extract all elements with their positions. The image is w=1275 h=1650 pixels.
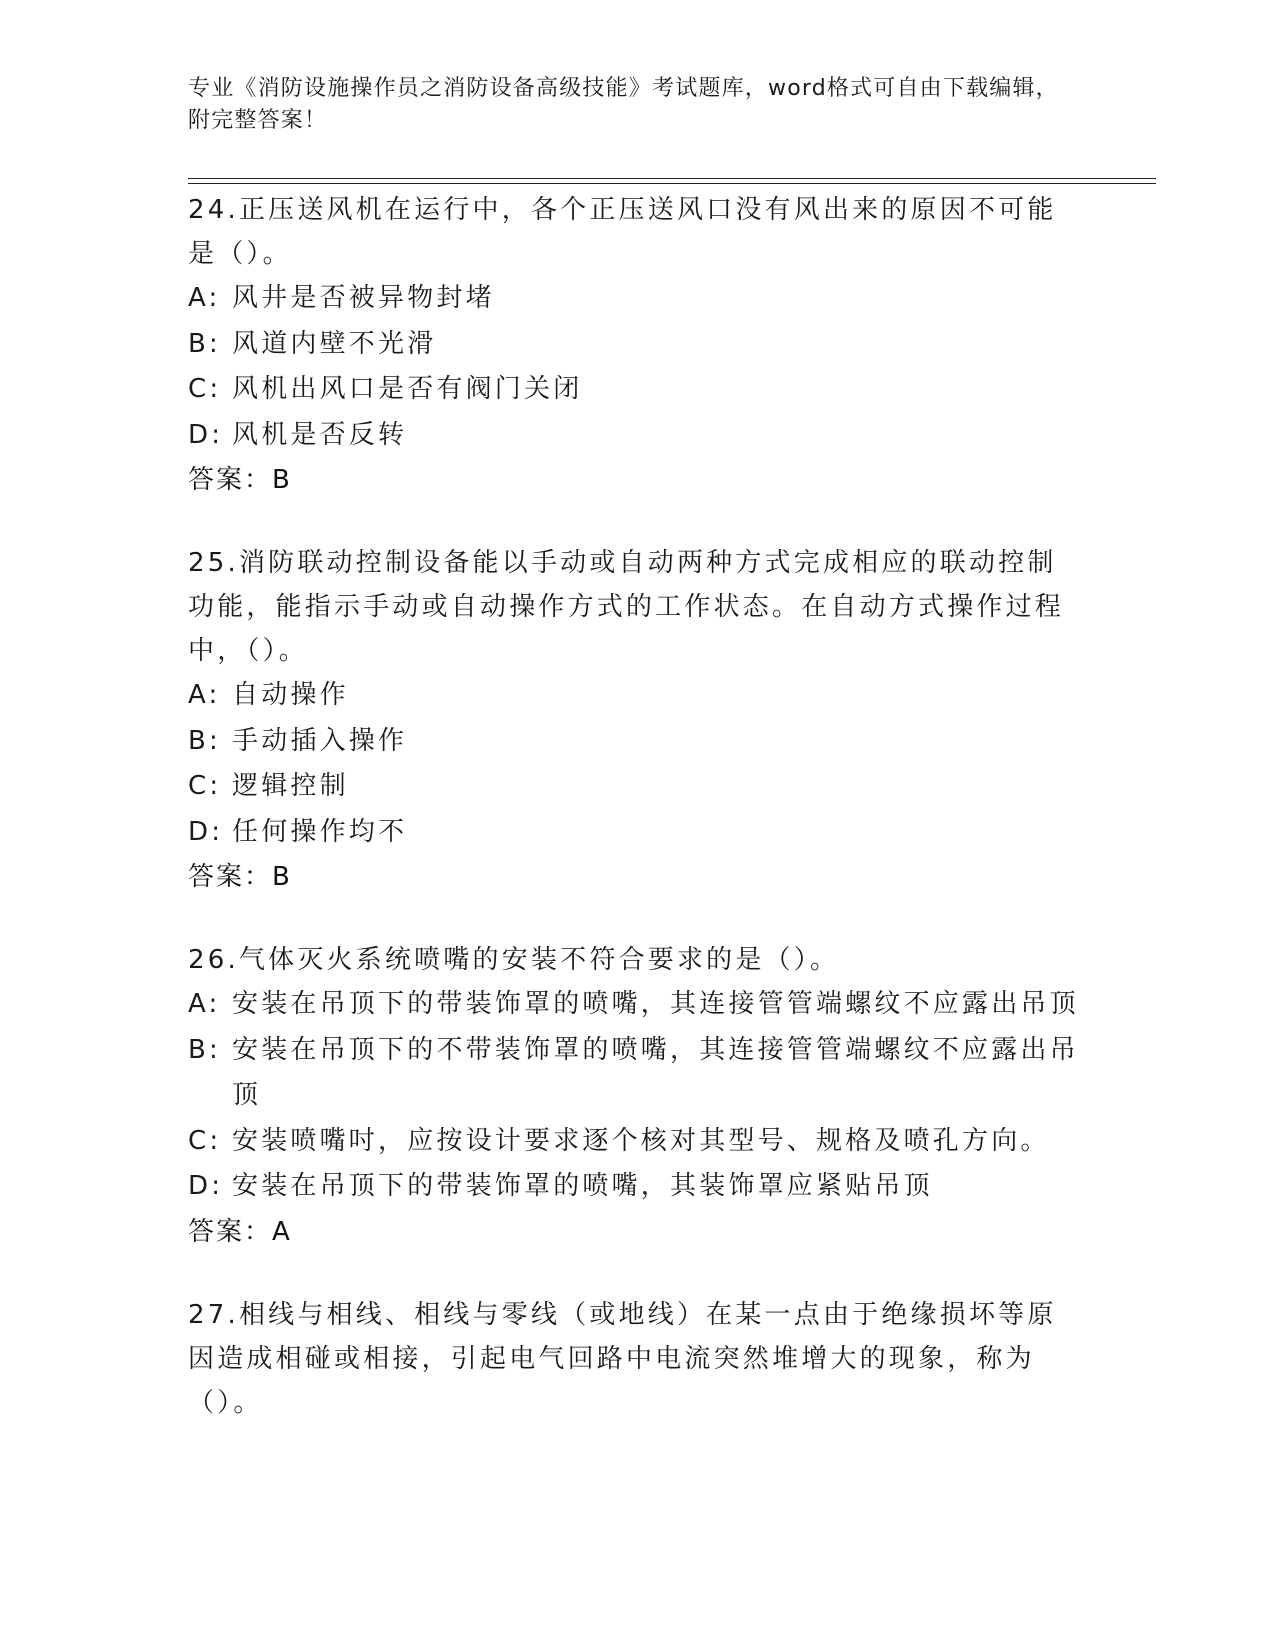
question-list xyxy=(188,188,1083,1463)
option-text: 安装喷嘴吋，应按设计要求逐个核对其型号、规格及喷孔方向。 xyxy=(232,1125,1050,1156)
answer-label: 答案： xyxy=(188,465,273,495)
option-text: 风机是否反转 xyxy=(232,419,408,450)
answer-line xyxy=(188,855,1083,900)
option-d xyxy=(188,810,1083,856)
header-text: 专业《消防设施操作员之消防设备高级技能》考试题库，word格式可自由下载编辑，附完整答案！ xyxy=(188,76,1059,133)
option-letter: D: xyxy=(188,419,224,450)
option-letter: B: xyxy=(188,725,221,756)
option-letter: A: xyxy=(188,989,221,1019)
option-text: 风机出风口是否有阀门关闭 xyxy=(232,374,583,404)
question-25 xyxy=(188,541,1083,900)
question-stem: 26.气体灭火系统喷嘴的安装不符合要求的是（）。 xyxy=(188,945,840,975)
option-b xyxy=(188,1028,1083,1119)
option-letter: A: xyxy=(188,283,221,313)
question-27 xyxy=(188,1293,1083,1425)
option-d xyxy=(188,413,1083,459)
option-letter: D: xyxy=(188,1171,224,1201)
answer-label: 答案： xyxy=(188,862,273,892)
option-letter: A: xyxy=(188,680,221,710)
option-c xyxy=(188,764,1083,810)
question-stem: 27.相线与相线、相线与零线（或地线）在某一点由于绝缘损坏等原因造成相碰或相接，引起电气回路中电流突然堆增大的现象，称为（）。 xyxy=(188,1299,1057,1418)
answer-value: B xyxy=(272,465,291,495)
option-a xyxy=(188,276,1083,322)
question-26 xyxy=(188,938,1083,1255)
option-text: 安装在吊顶下的带装饰罩的喷嘴，其装饰罩应紧贴吊顶 xyxy=(232,1171,933,1201)
option-c xyxy=(188,367,1083,413)
option-text: 手动插入操作 xyxy=(232,725,408,756)
option-text: 安装在吊顶下的不带装饰罩的喷嘴，其连接管管端螺纹不应露出吊顶 xyxy=(232,1034,1079,1110)
question-24 xyxy=(188,188,1083,503)
option-c xyxy=(188,1119,1083,1165)
option-b xyxy=(188,719,1083,765)
option-letter: C: xyxy=(188,771,222,801)
answer-value: A xyxy=(272,1216,291,1247)
option-letter: C: xyxy=(188,374,222,404)
header-divider-bottom xyxy=(188,183,1156,184)
option-text: 逻辑控制 xyxy=(232,771,349,801)
option-letter: B: xyxy=(188,328,221,359)
option-b xyxy=(188,322,1083,368)
option-text: 风井是否被异物封堵 xyxy=(232,283,495,313)
answer-value: B xyxy=(272,862,291,892)
question-stem: 24.正压送风机在运行中，各个正压送风口没有风出来的原因不可能是（）。 xyxy=(188,195,1057,269)
option-letter: D: xyxy=(188,816,224,847)
option-d xyxy=(188,1164,1083,1210)
header-divider-top xyxy=(188,178,1156,179)
answer-line xyxy=(188,1210,1083,1255)
answer-label: 答案： xyxy=(188,1216,273,1247)
option-text: 任何操作均不 xyxy=(232,816,408,847)
option-text: 自动操作 xyxy=(232,680,349,710)
option-letter: B: xyxy=(188,1034,221,1065)
option-text: 安装在吊顶下的带装饰罩的喷嘴，其连接管管端螺纹不应露出吊顶 xyxy=(232,989,1079,1019)
option-letter: C: xyxy=(188,1125,222,1156)
option-text: 风道内壁不光滑 xyxy=(232,328,437,359)
answer-line xyxy=(188,458,1083,503)
page-header xyxy=(188,73,1068,137)
option-a xyxy=(188,982,1083,1028)
question-stem: 25.消防联动控制设备能以手动或自动两种方式完成相应的联动控制功能，能指示手动或自动操作方式的工作状态。在自动方式操作过程中，（）。 xyxy=(188,548,1065,666)
option-a xyxy=(188,673,1083,719)
